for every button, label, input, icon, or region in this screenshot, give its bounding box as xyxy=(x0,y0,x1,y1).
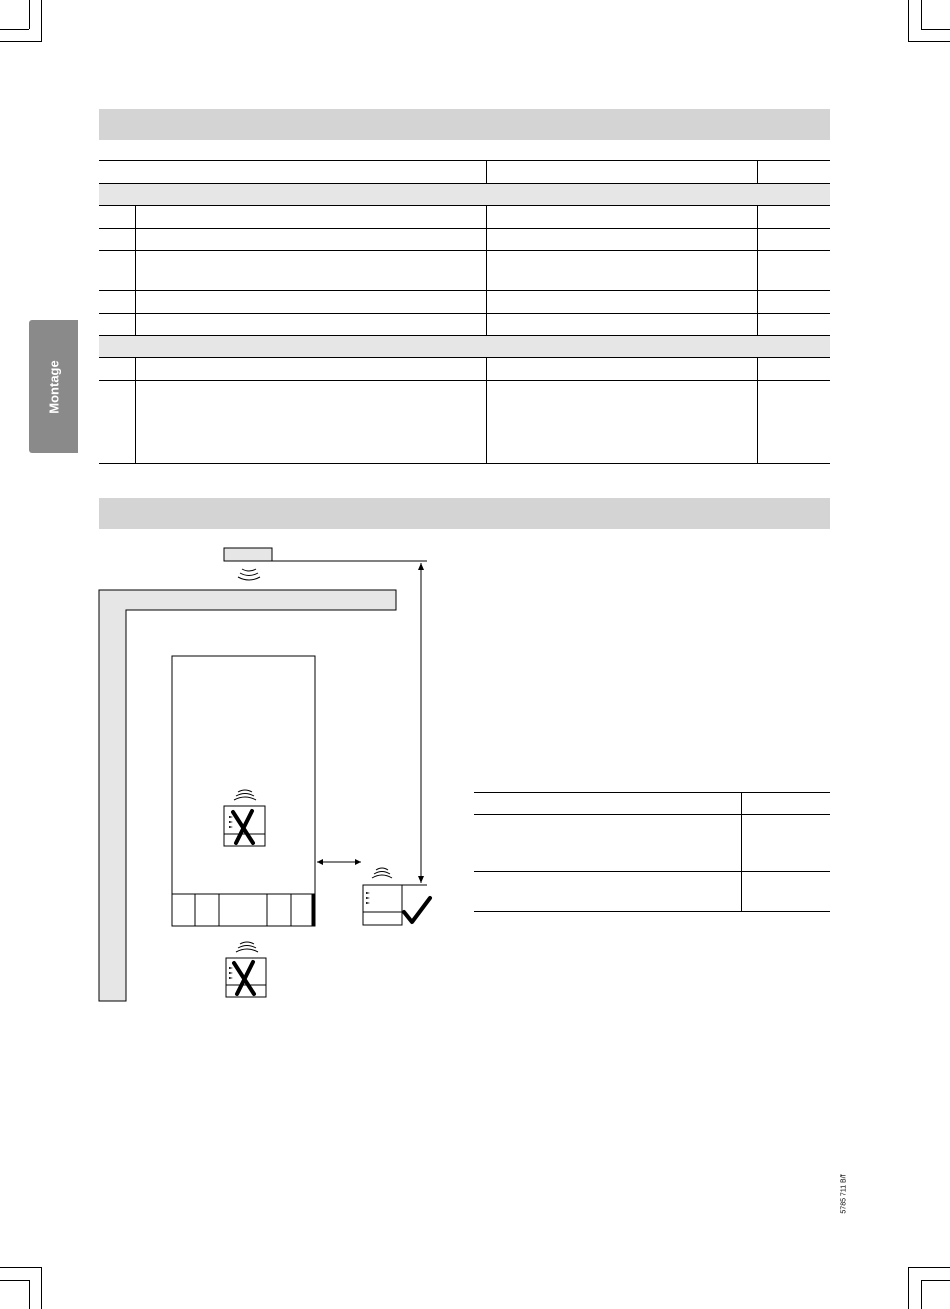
table-1-column-divider xyxy=(135,357,136,463)
table-2-column-divider xyxy=(741,792,742,911)
table-2-rule xyxy=(474,814,830,815)
table-1-column-divider xyxy=(757,205,758,335)
table-1-rule xyxy=(99,335,830,336)
table-1-rule xyxy=(99,205,830,206)
table-1-column-divider xyxy=(486,160,487,183)
table-1-rule xyxy=(99,380,830,381)
side-tab-label: Montage xyxy=(46,359,61,414)
document-number-text: 5785 711 B/f xyxy=(840,1174,848,1214)
table-1-column-divider xyxy=(757,357,758,463)
table-1-rule xyxy=(99,313,830,314)
table-1-group-row-2 xyxy=(99,335,830,357)
radio-waves-icon xyxy=(236,942,258,952)
installation-diagram xyxy=(95,540,440,1010)
table-1-column-divider xyxy=(486,357,487,463)
table-1-rule xyxy=(99,357,830,358)
table-1-group-row-1 xyxy=(99,183,830,205)
table-1-rule xyxy=(99,183,830,184)
section-header-bar-2 xyxy=(99,498,830,529)
arrow-head xyxy=(317,859,323,865)
control-unit-beside-boiler xyxy=(363,885,402,925)
table-1-rule xyxy=(99,463,830,464)
radio-waves-icon xyxy=(238,569,260,580)
table-1-rule xyxy=(99,250,830,251)
table-1-column-divider xyxy=(757,160,758,183)
check-mark-icon xyxy=(404,898,430,922)
table-2-rule xyxy=(474,911,830,912)
arrow-head xyxy=(418,563,424,570)
table-2-rule xyxy=(474,792,830,793)
table-1-column-divider xyxy=(486,205,487,335)
table-1-rule xyxy=(99,160,830,161)
boiler xyxy=(172,656,315,926)
arrow-head xyxy=(418,876,424,883)
radio-waves-icon xyxy=(372,868,392,878)
section-header-bar-1 xyxy=(99,109,830,140)
table-1-column-divider xyxy=(135,205,136,335)
side-tab xyxy=(29,320,78,453)
table-1-rule xyxy=(99,290,830,291)
document-number xyxy=(837,1172,851,1216)
table-1-rule xyxy=(99,228,830,229)
ceiling-unit xyxy=(224,548,272,561)
table-2-rule xyxy=(474,871,830,872)
arrow-head xyxy=(355,859,361,865)
